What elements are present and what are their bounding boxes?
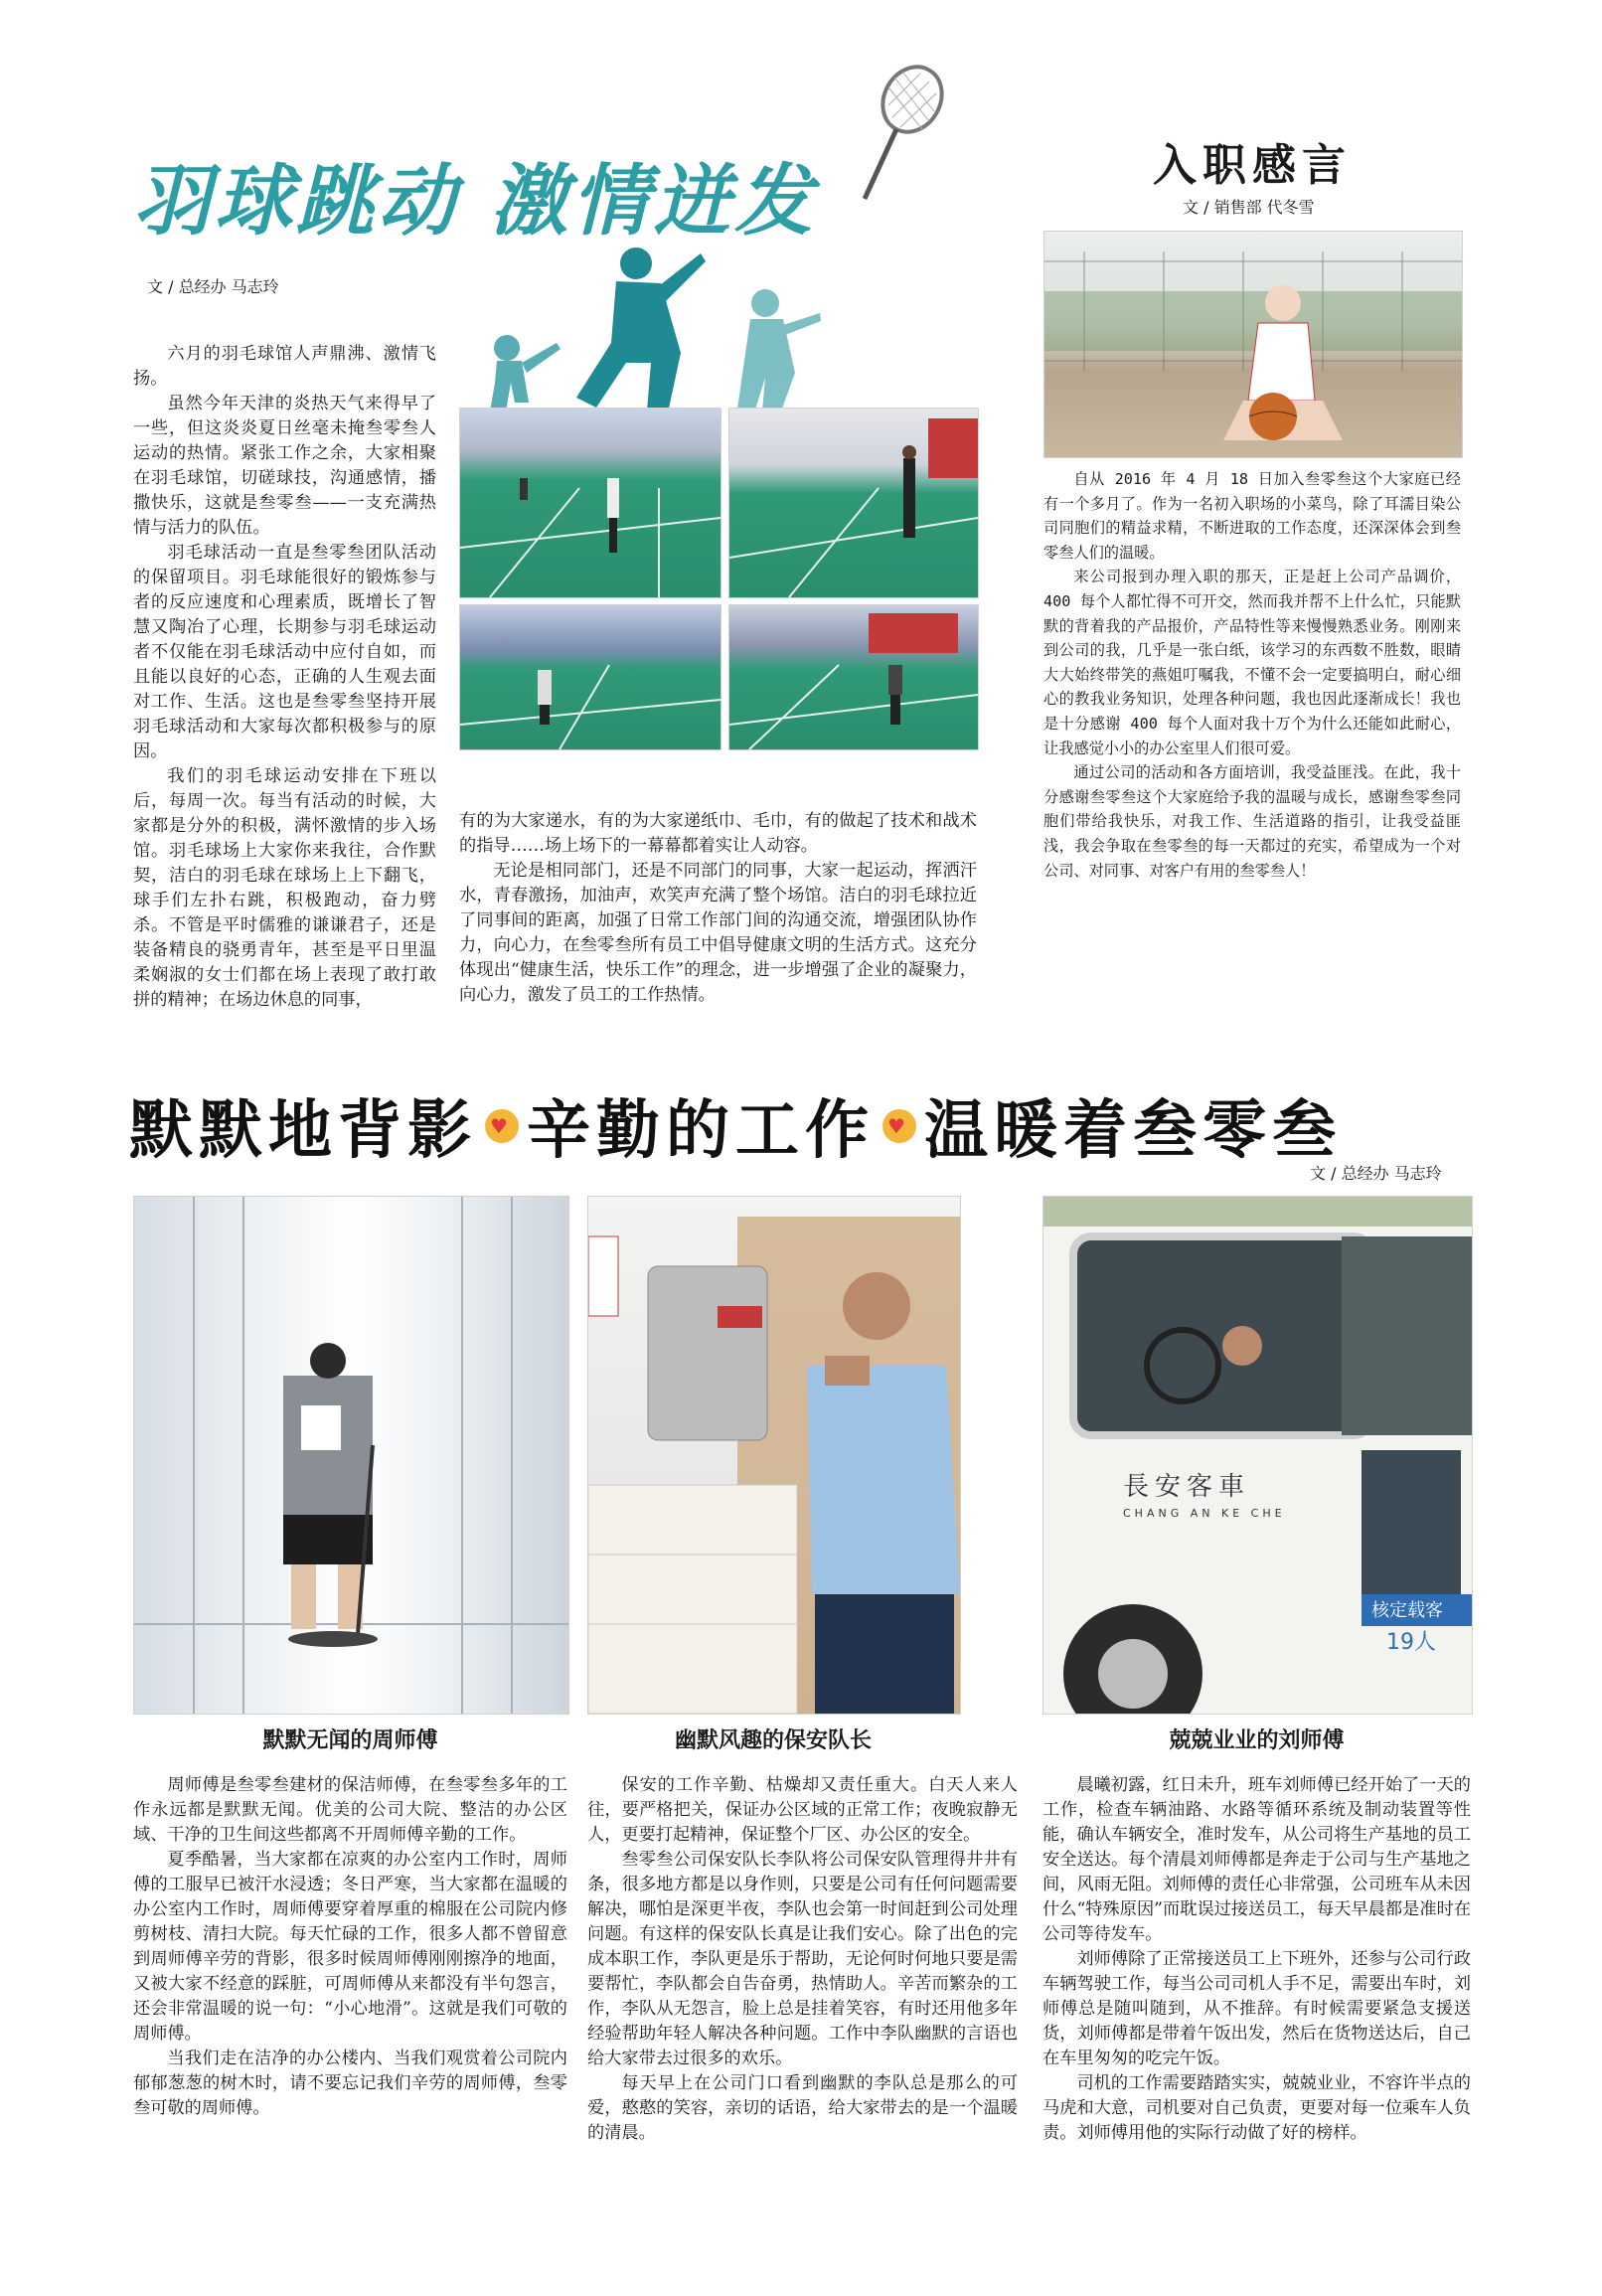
caption-cleaner: 默默无闻的周师傅 [262, 1728, 438, 1753]
court-photo-4 [728, 604, 979, 750]
paragraph: 夏季酷暑，当大家都在凉爽的办公室内工作时，周师傅的工服早已被汗水浸透；冬日严寒，当大家都在温暖的办公室内工作时，周师傅要穿着厚重的棉服在公司院内修剪树枝、清扫大院。每天忙碌的工作，很多人都不曾留意到周师傅辛劳的背影，很多时候周师傅刚刚擦净的地面，又被大家不经意的踩脏，可周师傅从来都没有半句怨言，还会非常温暖的说一句：“小心地滑”。这就是我们可敬的周师傅。 [133, 1850, 567, 2044]
title-part-1: 默默地背影 [129, 1093, 477, 1168]
paragraph: 羽毛球活动一直是叁零叁团队活动的保留项目。羽毛球能很好的锻炼参与者的反应速度和心理素质，既增长了智慧又陶冶了心理，长期参与羽毛球运动者不仅能在羽毛球活动中应付自如，而且能以良好的心态，正确的人生观去面对工作、生活。这也是叁零叁坚持开展羽毛球活动和大家每次都积极参与的原因。 [133, 543, 436, 761]
paragraph: 每天早上在公司门口看到幽默的李队总是那么的可爱，憨憨的笑容，亲切的话语，给大家带去的是一个温暖的清晨。 [587, 2073, 1018, 2143]
guard-text [587, 1773, 1018, 2146]
cleaner-photo [133, 1196, 569, 1715]
bus-driver-photo [1042, 1196, 1473, 1715]
court-photo-2 [728, 408, 979, 598]
paragraph: 当我们走在洁净的办公楼内、当我们观赏着公司院内郁郁葱葱的树木时，请不要忘记我们辛劳的周师傅，叁零叁可敬的周师傅。 [133, 2049, 567, 2118]
capacity-label: 核定载客 [1371, 1600, 1443, 1621]
paragraph: 周师傅是叁零叁建材的保洁师傅，在叁零叁多年的工作永远都是默默无闻。优美的公司大院、整洁的办公区域、干净的卫生间这些都离不开周师傅辛勤的工作。 [133, 1775, 567, 1845]
title-part-2: 辛勤的工作 [527, 1093, 875, 1168]
court-photo-3 [459, 604, 721, 750]
heart-icon: ♥ [882, 1109, 916, 1143]
title-part-3: 温暖着叁零叁 [924, 1093, 1342, 1168]
entry-title: 入职感言 [1153, 140, 1352, 191]
paragraph: 保安的工作辛勤、枯燥却又责任重大。白天人来人往，要严格把关，保证办公区域的正常工作；夜晚寂静无人，更要打起精神，保证整个厂区、办公区的安全。 [587, 1775, 1018, 1845]
entry-byline: 文 / 销售部 代冬雪 [1183, 198, 1315, 217]
entry-article [1034, 0, 1471, 1004]
badminton-text-col1 [133, 342, 436, 1013]
paragraph: 司机的工作需要踏踏实实，兢兢业业，不容许半点的马虎和大意，司机要对自己负责，更要对每一位乘车人负责。刘师傅用他的实际行动做了好的榜样。 [1042, 2073, 1471, 2143]
caption-guard: 幽默风趣的保安队长 [674, 1728, 872, 1753]
bus-name-en: CHANG AN KE CHE [1123, 1507, 1286, 1520]
paragraph: 自从 2016 年 4 月 18 日加入叁零叁这个大家庭已经有一个多月了。作为一名初入职场的小菜鸟，除了耳濡目染公司同胞们的精益求精，不断进取的工作态度，还深深体会到叁零叁人们的温暖。 [1043, 470, 1461, 562]
paragraph: 有的为大家递水，有的为大家递纸巾、毛巾，有的做起了技术和战术的指导……场上场下的一幕幕都着实让人动容。 [459, 811, 977, 856]
paragraph: 刘师傅除了正常接送员工上下班外，还参与公司行政车辆驾驶工作，每当公司司机人手不足，需要出车时，刘师傅总是随叫随到，从不推辞。有时候需要紧急支援送货，刘师傅都是带着午饭出发，然后在货物送达后，自己在车里匆匆的吃完午饭。 [1042, 1949, 1471, 2068]
badminton-article [0, 0, 1014, 1010]
paragraph: 我们的羽毛球运动安排在下班以后，每周一次。每当有活动的时候，大家都是分外的积极，满怀激情的步入场馆。羽毛球场上大家你来我往，合作默契，洁白的羽毛球在球场上上下翻飞，球手们左扑右跳，积极跑动，奋力劈杀。不管是平时儒雅的谦谦君子，还是装备精良的骁勇青年，甚至是平日里温柔娴淑的女士们都在场上表现了敢打敢拼的精神；在场边休息的同事， [133, 766, 436, 1010]
paragraph: 来公司报到办理入职的那天，正是赶上公司产品调价，400 每个人都忙得不可开交，然而我并帮不上什么忙，只能默默的背着我的产品报价，产品特性等来慢慢熟悉业务。刚刚来到公司的我，几乎是一张白纸，该学习的东西数不胜数，眼睛大大始终带笑的燕姐叮嘱我，不懂不会一定要搞明白，耐心细心的教我业务知识，处理各种问题，我也因此逐渐成长！我也是十分感谢 400 每个人面对我十万个为什么还能如此耐心，让我感觉小小的办公室里人们很可爱。 [1043, 568, 1461, 757]
bus-name-cn: 長安客車 [1123, 1472, 1251, 1502]
players-silhouette [467, 234, 825, 422]
paragraph: 叁零叁公司保安队长李队将公司保安队管理得井井有条，很多地方都是以身作则，只要是公司有任何问题需要解决，哪怕是深更半夜，李队也会第一时间赶到公司处理问题。有这样的保安队长真是让我们安心。除了出色的完成本职工作，李队更是乐于帮助，无论何时何地只要是需要帮忙，李队都会自告奋勇，热情助人。辛苦而繁杂的工作，李队从无怨言，脸上总是挂着笑容，有时还用他多年经验帮助年轻人解决各种问题。工作中李队幽默的言语也给大家带去过很多的欢乐。 [587, 1850, 1018, 2068]
paragraph: 虽然今年天津的炎热天气来得早了一些，但这炎炎夏日丝毫未掩叁零叁人运动的热情。紧张工作之余，大家相聚在羽毛球馆，切磋球技，沟通感情，播撒快乐，这就是叁零叁——一支充满热情与活力的队伍。 [133, 394, 436, 538]
paragraph: 无论是相同部门，还是不同部门的同事，大家一起运动，挥洒汗水，青春激扬，加油声，欢笑声充满了整个场馆。洁白的羽毛球拉近了同事间的距离，加强了日常工作部门间的沟通交流，增强团队协作力，向心力，在叁零叁所有员工中倡导健康文明的生活方式。这充分体现出“健康生活，快乐工作”的理念，进一步增强了企业的凝聚力，向心力，激发了员工的工作热情。 [459, 861, 977, 1005]
cleaner-text [133, 1773, 567, 2121]
entry-text [1043, 467, 1461, 883]
badminton-title: 羽球跳动 激情迸发 [133, 157, 817, 246]
capacity-value: 19人 [1386, 1630, 1436, 1655]
section2-byline: 文 / 总经办 马志玲 [1310, 1164, 1442, 1183]
guard-photo [587, 1196, 961, 1715]
paragraph: 六月的羽毛球馆人声鼎沸、激情飞扬。 [133, 344, 436, 389]
girl-basketball-photo [1043, 231, 1463, 458]
paragraph: 通过公司的活动和各方面培训，我受益匪浅。在此，我十分感谢叁零叁这个大家庭给予我的温暖与成长，感谢叁零叁同胞们带给我快乐，对我工作、生活道路的指引，让我受益匪浅，我会争取在叁零叁的每一天都过的充实，希望成为一个对公司、对同事、对客户有用的叁零叁人！ [1043, 763, 1461, 880]
badminton-text-col2 [459, 809, 977, 1008]
heart-icon: ♥ [485, 1109, 519, 1143]
section2-title [129, 1079, 1342, 1171]
badminton-byline: 文 / 总经办 马志玲 [147, 277, 279, 296]
caption-driver: 兢兢业业的刘师傅 [1169, 1728, 1345, 1753]
paragraph: 晨曦初露，红日未升，班车刘师傅已经开始了一天的工作，检查车辆油路、水路等循环系统及制动装置等性能，确认车辆安全，准时发车，从公司将生产基地的员工安全送达。每个清晨刘师傅都是奔走于公司与生产基地之间，风雨无阻。刘师傅的责任心非常强，公司班车从未因什么“特殊原因”而耽误过接送员工，每天早晨都是准时在公司等待发车。 [1042, 1775, 1471, 1944]
driver-text [1042, 1773, 1471, 2146]
racket-icon [835, 60, 954, 209]
court-photo-1 [459, 408, 721, 598]
